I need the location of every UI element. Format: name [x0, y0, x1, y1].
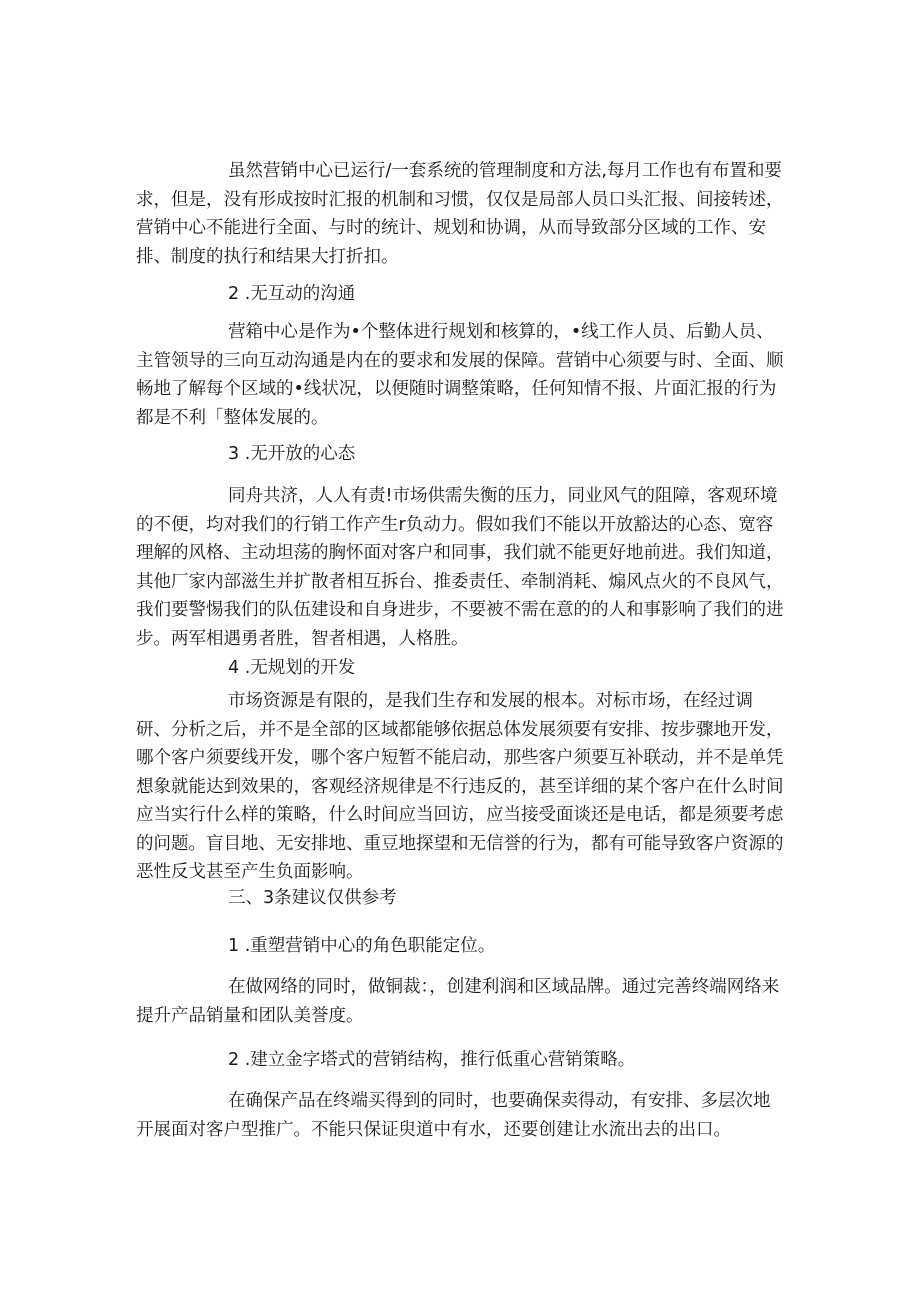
paragraph-interactive-communication: 营箱中心是作为•个整体进行规划和核算的，•线工作人员、后勤人员、主管领导的三向互动沟通是内在的要求和发展的保障。营销中心须要与时、全面、顺畅地了解每个区域的•线状况，以便随时调整策略，任何知情不报、片面汇报的行为都是不利「整体发展的。: [136, 322, 784, 428]
heading-pyramid-structure: 2 .建立金字塔式的营销结构，推行低重心营销策略。: [228, 1050, 636, 1070]
paragraph-market-resources: 市场资源是有限的，是我们生存和发展的根本。对标市场，在经过调研、分析之后，并不是全部的区域都能够依据总体发展须要有安排、按步骤地开发，哪个客户须要线开发，哪个客户短暂不能启动，那些客户须要互补联动，并不是单凭想象就能达到效果的，客观经济规律是不行违反的，甚至详细的某个客户在什么时间应当实行什么样的策略，什么时间应当回访，应当接受面谈还是电话，都是须要考虑的问题。盲目地、无安排地、重豆地探望和无信誉的行为，都有可能导致客户资源的恶性反戈甚至产生负面影响。: [136, 691, 784, 882]
heading-three-suggestions: 三、3条建议仅供参考: [228, 888, 397, 908]
paragraph-management-system: 虽然营销中心已运行/一套系统的管理制度和方法,每月工作也有布置和要求，但是，没有形成按时汇报的机制和习惯，仅仅是局部人员口头汇报、间接转述，营销中心不能进行全面、与时的统计、规划和协调，从而导致部分区域的工作、安排、制度的执行和结果大打折扣。: [136, 161, 784, 267]
heading-no-planned-development: 4 .无规划的开发: [228, 658, 356, 678]
heading-no-open-mindset: 3 .无开放的心态: [228, 444, 356, 464]
paragraph-terminal-promotion: 在确保产品在终端买得到的同时，也要确保卖得动，有安排、多层次地开展面对客户型推广。不能只保证臾道中有水，还要创建让水流出去的出口。: [136, 1091, 771, 1140]
paragraph-network-profit: 在做网络的同时，做铜裁：，创建利润和区域品牌。通过完善终端网络来提升产品销量和团队美誉度。: [136, 977, 780, 1026]
heading-no-interactive-communication: 2 .无互动的沟通: [228, 284, 356, 304]
heading-reshape-role: 1 .重塑营销中心的角色职能定位。: [228, 936, 496, 956]
paragraph-open-mindset: 同舟共济，人人有责!市场供需失衡的压力，同业风气的阻障，客观环境的不便，均对我们的行销工作产生r负动力。假如我们不能以开放豁达的心态、宽容理解的风格、主动坦荡的胸怀面对客户和同事，我们就不能更好地前进。我们知道，其他厂家内部滋生并扩散者相互拆台、推委责任、牵制消耗、煽风点火的不良风气，我们要警惕我们的队伍建设和自身进步，不要被不需在意的的人和事影响了我们的进步。两军相遇勇者胜，智者相遇，人格胜。: [136, 486, 784, 649]
